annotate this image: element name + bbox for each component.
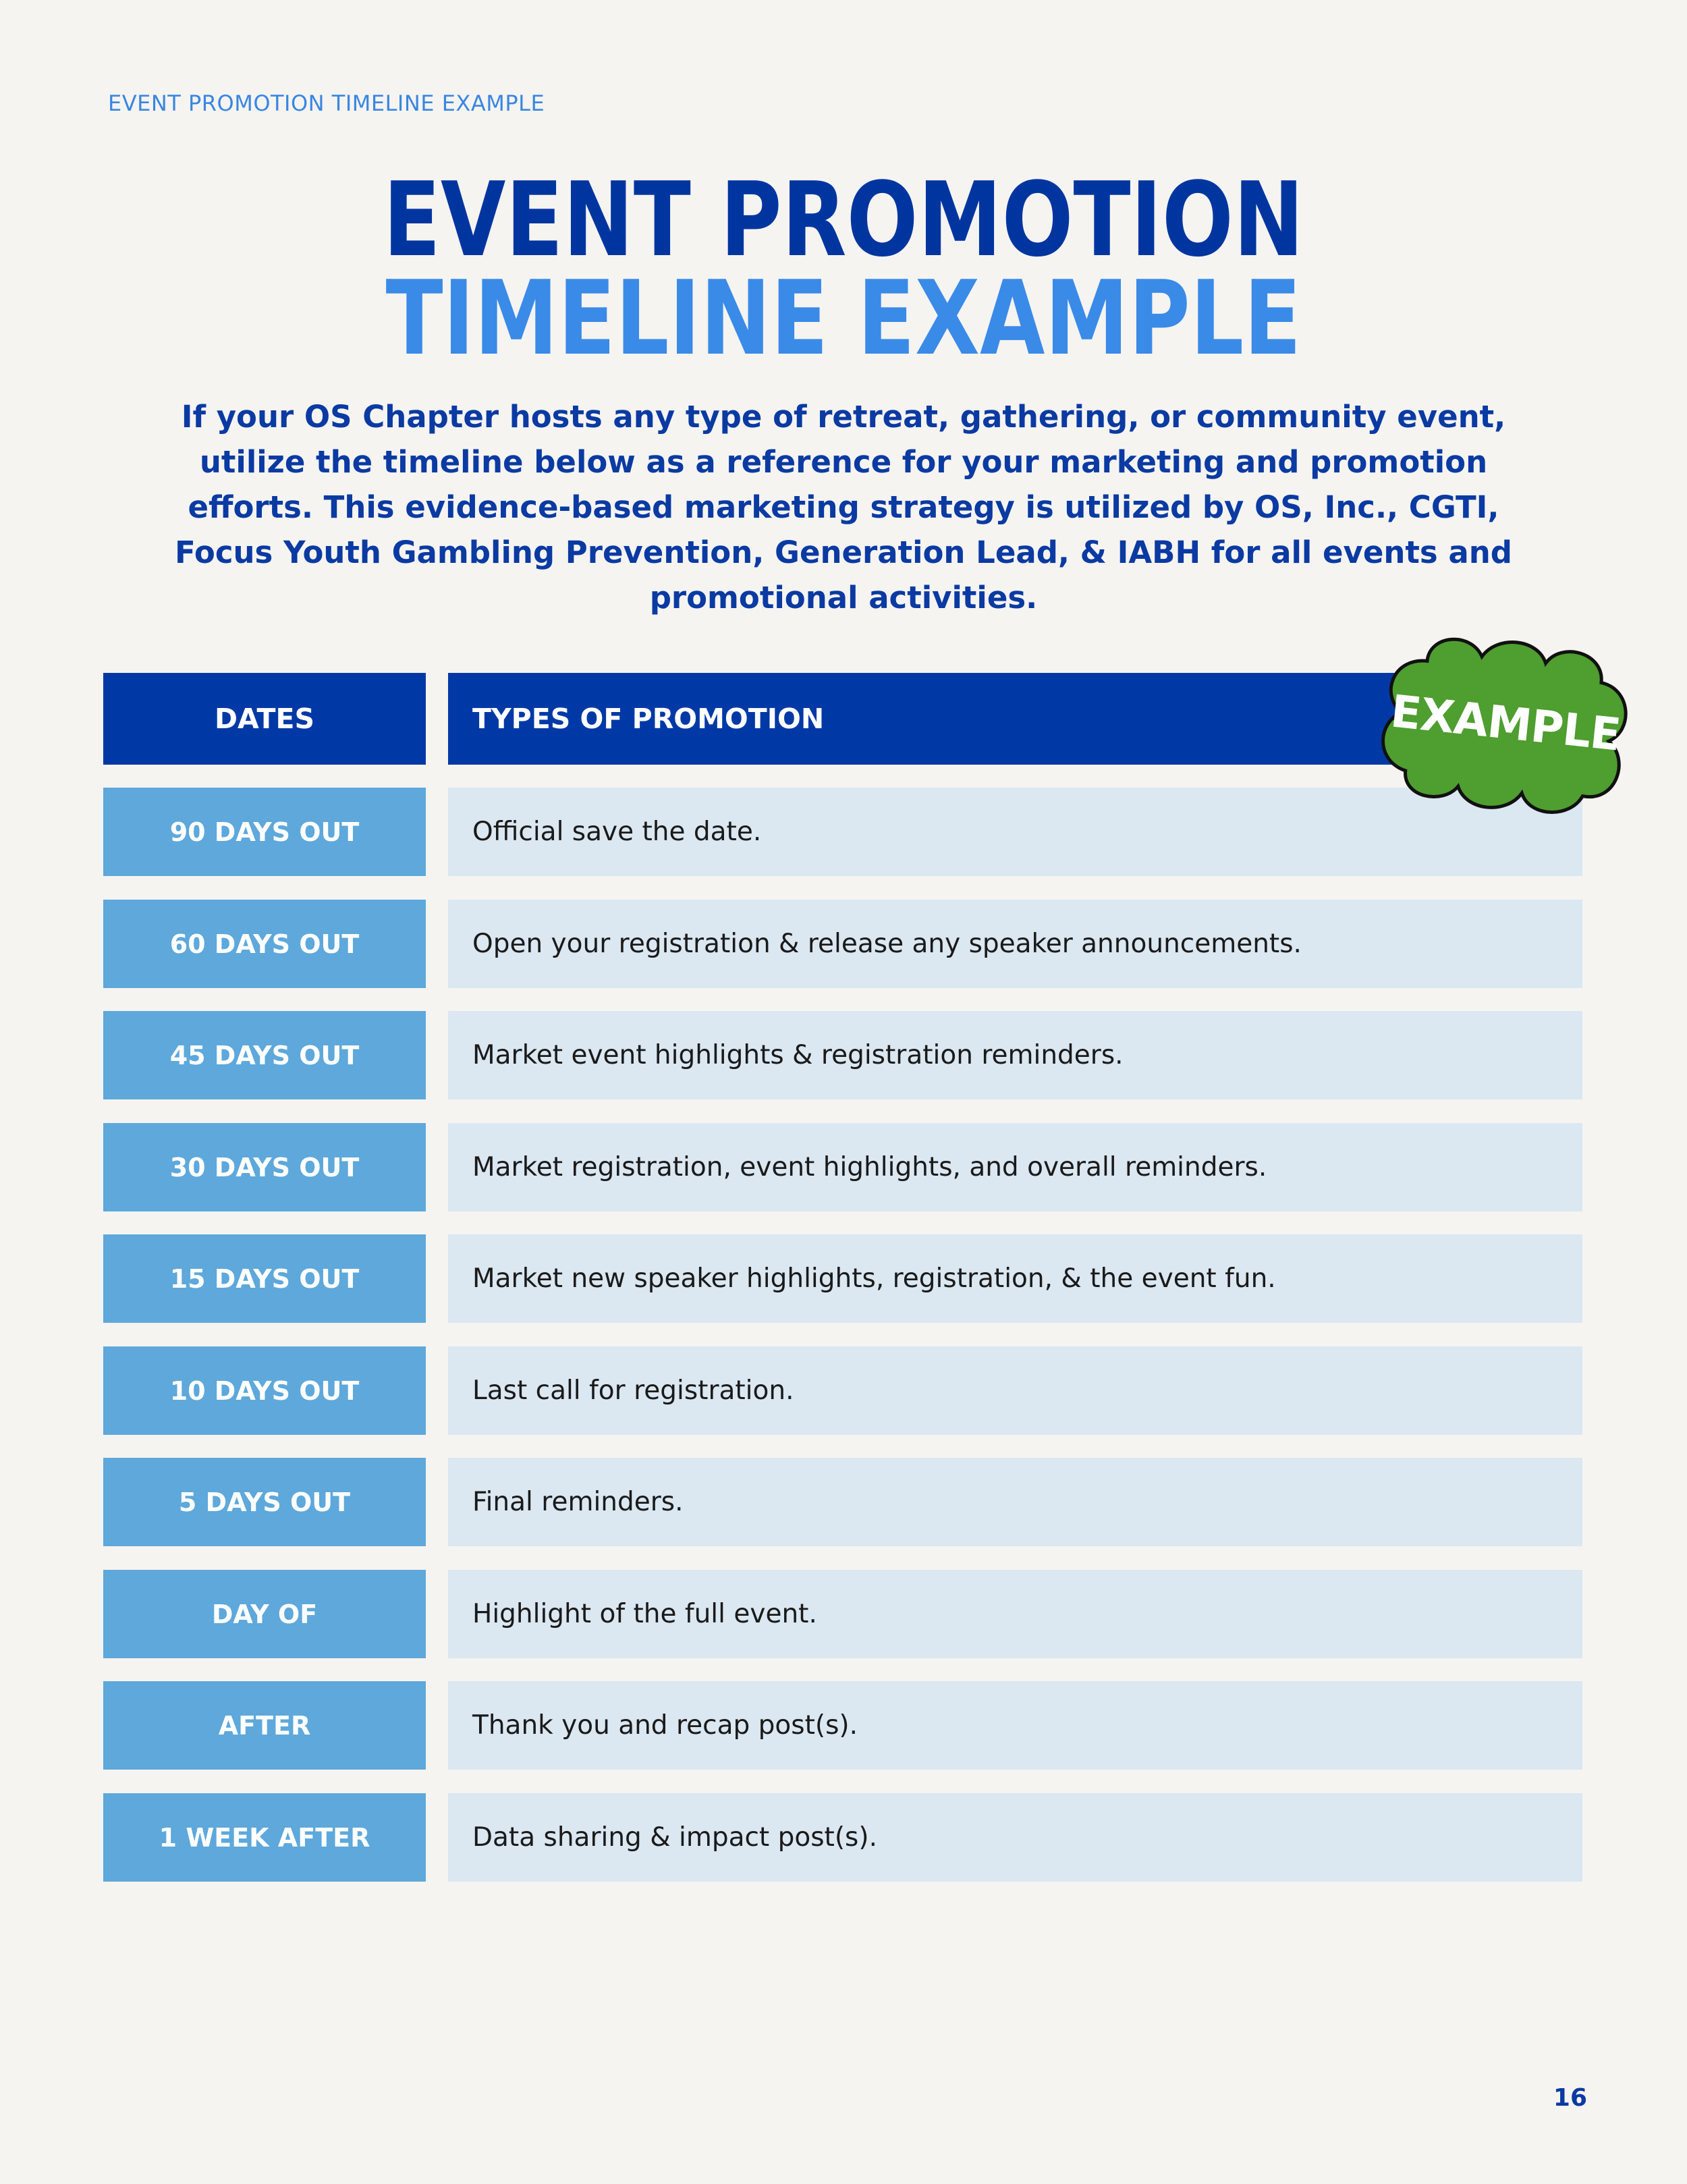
- dates-column-header: DATES: [103, 673, 426, 765]
- page-number: 16: [1553, 2084, 1587, 2112]
- row-promotion: Final reminders.: [448, 1458, 1582, 1546]
- row-date: 1 WEEK AFTER: [103, 1793, 426, 1882]
- running-header: EVENT PROMOTION TIMELINE EXAMPLE: [108, 90, 545, 116]
- row-promotion: Data sharing & impact post(s).: [448, 1793, 1582, 1882]
- row-promotion: Highlight of the full event.: [448, 1570, 1582, 1658]
- row-date: 15 DAYS OUT: [103, 1234, 426, 1323]
- page-title-line1: EVENT PROMOTION: [383, 160, 1304, 279]
- row-date: 45 DAYS OUT: [103, 1011, 426, 1099]
- page-title-line2: TIMELINE EXAMPLE: [385, 258, 1302, 378]
- row-promotion: Market new speaker highlights, registration, & the event fun.: [448, 1234, 1582, 1323]
- row-date: DAY OF: [103, 1570, 426, 1658]
- badge-label: EXAMPLE: [1388, 684, 1623, 761]
- row-date: 30 DAYS OUT: [103, 1123, 426, 1211]
- row-promotion: Thank you and recap post(s).: [448, 1681, 1582, 1770]
- types-column-header: TYPES OF PROMOTION: [448, 673, 1582, 765]
- row-promotion: Last call for registration.: [448, 1346, 1582, 1435]
- row-promotion: Open your registration & release any speaker announcements.: [448, 900, 1582, 988]
- row-date: 10 DAYS OUT: [103, 1346, 426, 1435]
- row-date: AFTER: [103, 1681, 426, 1770]
- row-date: 90 DAYS OUT: [103, 788, 426, 876]
- intro-paragraph: If your OS Chapter hosts any type of retreat, gathering, or community event, utilize the timeline below as a reference for your marketing and promotion efforts. This evidence-based marketing strategy is utilized by OS, Inc., CGTI, Focus Youth Gambling Prevention, Generation Lead, & IABH for all events and promotional activities.: [175, 399, 1512, 616]
- example-badge: [1365, 616, 1647, 829]
- row-promotion: Market event highlights & registration reminders.: [448, 1011, 1582, 1099]
- row-promotion: Market registration, event highlights, and overall reminders.: [448, 1123, 1582, 1211]
- row-promotion: Official save the date.: [448, 788, 1582, 876]
- row-date: 5 DAYS OUT: [103, 1458, 426, 1546]
- row-date: 60 DAYS OUT: [103, 900, 426, 988]
